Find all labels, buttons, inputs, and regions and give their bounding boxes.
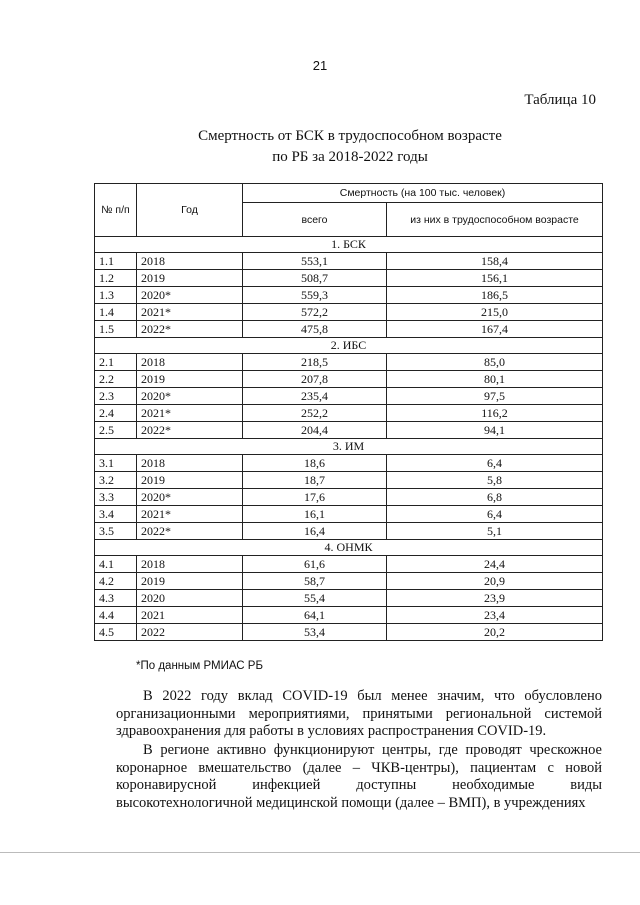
row-year: 2020*: [137, 287, 243, 304]
row-total: 61,6: [243, 556, 387, 573]
row-total: 18,7: [243, 472, 387, 489]
header-total: всего: [243, 203, 387, 237]
table-row: [95, 489, 603, 506]
row-working-age: 215,0: [387, 304, 603, 321]
row-year: 2021: [137, 607, 243, 624]
row-year: 2018: [137, 556, 243, 573]
row-year: 2019: [137, 573, 243, 590]
page-number: 21: [312, 58, 328, 73]
mortality-table: [94, 183, 603, 641]
row-year: 2021*: [137, 304, 243, 321]
row-year: 2020: [137, 590, 243, 607]
section-title: 2. ИБС: [95, 338, 603, 354]
row-working-age: 20,2: [387, 624, 603, 641]
row-total: 559,3: [243, 287, 387, 304]
row-number: 1.1: [95, 253, 137, 270]
row-working-age: 5,8: [387, 472, 603, 489]
row-total: 235,4: [243, 388, 387, 405]
row-number: 1.4: [95, 304, 137, 321]
row-total: 252,2: [243, 405, 387, 422]
row-number: 4.3: [95, 590, 137, 607]
row-total: 204,4: [243, 422, 387, 439]
row-year: 2019: [137, 371, 243, 388]
row-number: 4.5: [95, 624, 137, 641]
row-working-age: 23,4: [387, 607, 603, 624]
paragraph-2: В регионе активно функционируют центры, где проводят чрескожное коронарное вмешательство (далее – ЧКВ-центры), пациентам с новой коронавирусной инфекцией доступны необходимые виды высокотехнологичной медицинской помощи (далее – ВМП), в учреждениях: [116, 742, 602, 811]
row-total: 553,1: [243, 253, 387, 270]
table-title-line-2: по РБ за 2018-2022 годы: [272, 149, 428, 165]
table-row: [95, 472, 603, 489]
table-row: [95, 371, 603, 388]
row-working-age: 158,4: [387, 253, 603, 270]
row-working-age: 116,2: [387, 405, 603, 422]
table-row: [95, 573, 603, 590]
row-working-age: 6,4: [387, 455, 603, 472]
row-working-age: 5,1: [387, 523, 603, 540]
row-total: 17,6: [243, 489, 387, 506]
row-total: 207,8: [243, 371, 387, 388]
table-row: [95, 287, 603, 304]
header-num: № п/п: [95, 184, 137, 237]
row-year: 2022*: [137, 422, 243, 439]
section-row: [95, 237, 603, 253]
row-number: 3.1: [95, 455, 137, 472]
row-year: 2018: [137, 455, 243, 472]
row-total: 508,7: [243, 270, 387, 287]
section-title: 1. БСК: [95, 237, 603, 253]
footnote: *По данным РМИАС РБ: [136, 660, 264, 672]
row-working-age: 24,4: [387, 556, 603, 573]
table-row: [95, 523, 603, 540]
row-number: 2.2: [95, 371, 137, 388]
row-number: 3.5: [95, 523, 137, 540]
table-row: [95, 556, 603, 573]
table-row: [95, 321, 603, 338]
row-total: 53,4: [243, 624, 387, 641]
section-row: [95, 338, 603, 354]
row-total: 58,7: [243, 573, 387, 590]
row-number: 1.3: [95, 287, 137, 304]
row-number: 4.1: [95, 556, 137, 573]
row-year: 2018: [137, 354, 243, 371]
row-number: 1.2: [95, 270, 137, 287]
row-number: 2.1: [95, 354, 137, 371]
row-year: 2022: [137, 624, 243, 641]
section-title: 3. ИМ: [95, 439, 603, 455]
table-row: [95, 253, 603, 270]
table-row: [95, 422, 603, 439]
row-working-age: 80,1: [387, 371, 603, 388]
row-number: 2.4: [95, 405, 137, 422]
table-row: [95, 354, 603, 371]
header-working-age: из них в трудоспособном возрасте: [387, 203, 603, 237]
row-year: 2022*: [137, 321, 243, 338]
row-working-age: 6,8: [387, 489, 603, 506]
row-number: 1.5: [95, 321, 137, 338]
table-row: [95, 607, 603, 624]
header-year: Год: [137, 184, 243, 237]
row-total: 16,4: [243, 523, 387, 540]
row-total: 475,8: [243, 321, 387, 338]
table-row: [95, 590, 603, 607]
table-body: [95, 237, 603, 641]
table-row: [95, 506, 603, 523]
row-working-age: 167,4: [387, 321, 603, 338]
row-number: 2.3: [95, 388, 137, 405]
table-row: [95, 270, 603, 287]
row-working-age: 23,9: [387, 590, 603, 607]
section-row: [95, 540, 603, 556]
section-title: 4. ОНМК: [95, 540, 603, 556]
table-row: [95, 624, 603, 641]
row-total: 572,2: [243, 304, 387, 321]
table-row: [95, 304, 603, 321]
row-number: 3.3: [95, 489, 137, 506]
table-row: [95, 405, 603, 422]
row-working-age: 186,5: [387, 287, 603, 304]
page-divider: [0, 852, 640, 853]
row-working-age: 97,5: [387, 388, 603, 405]
row-year: 2022*: [137, 523, 243, 540]
row-number: 4.4: [95, 607, 137, 624]
row-working-age: 85,0: [387, 354, 603, 371]
row-total: 218,5: [243, 354, 387, 371]
row-year: 2019: [137, 270, 243, 287]
paragraph-1: В 2022 году вклад COVID-19 был менее значим, что обусловлено организационными мероприятиями, принятыми региональной системой здравоохранения для работы в условиях распространения COVID-19.: [116, 688, 602, 739]
row-year: 2020*: [137, 388, 243, 405]
row-number: 4.2: [95, 573, 137, 590]
table-title-line-1: Смертность от БСК в трудоспособном возрасте: [198, 128, 502, 144]
row-number: 3.4: [95, 506, 137, 523]
row-year: 2021*: [137, 405, 243, 422]
row-working-age: 94,1: [387, 422, 603, 439]
row-total: 64,1: [243, 607, 387, 624]
row-number: 2.5: [95, 422, 137, 439]
table-row: [95, 455, 603, 472]
row-total: 55,4: [243, 590, 387, 607]
section-row: [95, 439, 603, 455]
table-title: [0, 126, 640, 168]
row-working-age: 156,1: [387, 270, 603, 287]
row-year: 2021*: [137, 506, 243, 523]
table-label: Таблица 10: [524, 92, 596, 108]
row-year: 2018: [137, 253, 243, 270]
row-working-age: 20,9: [387, 573, 603, 590]
header-mortality-group: Смертность (на 100 тыс. человек): [243, 184, 603, 203]
row-number: 3.2: [95, 472, 137, 489]
row-year: 2019: [137, 472, 243, 489]
row-total: 16,1: [243, 506, 387, 523]
row-total: 18,6: [243, 455, 387, 472]
row-working-age: 6,4: [387, 506, 603, 523]
row-year: 2020*: [137, 489, 243, 506]
table-row: [95, 388, 603, 405]
